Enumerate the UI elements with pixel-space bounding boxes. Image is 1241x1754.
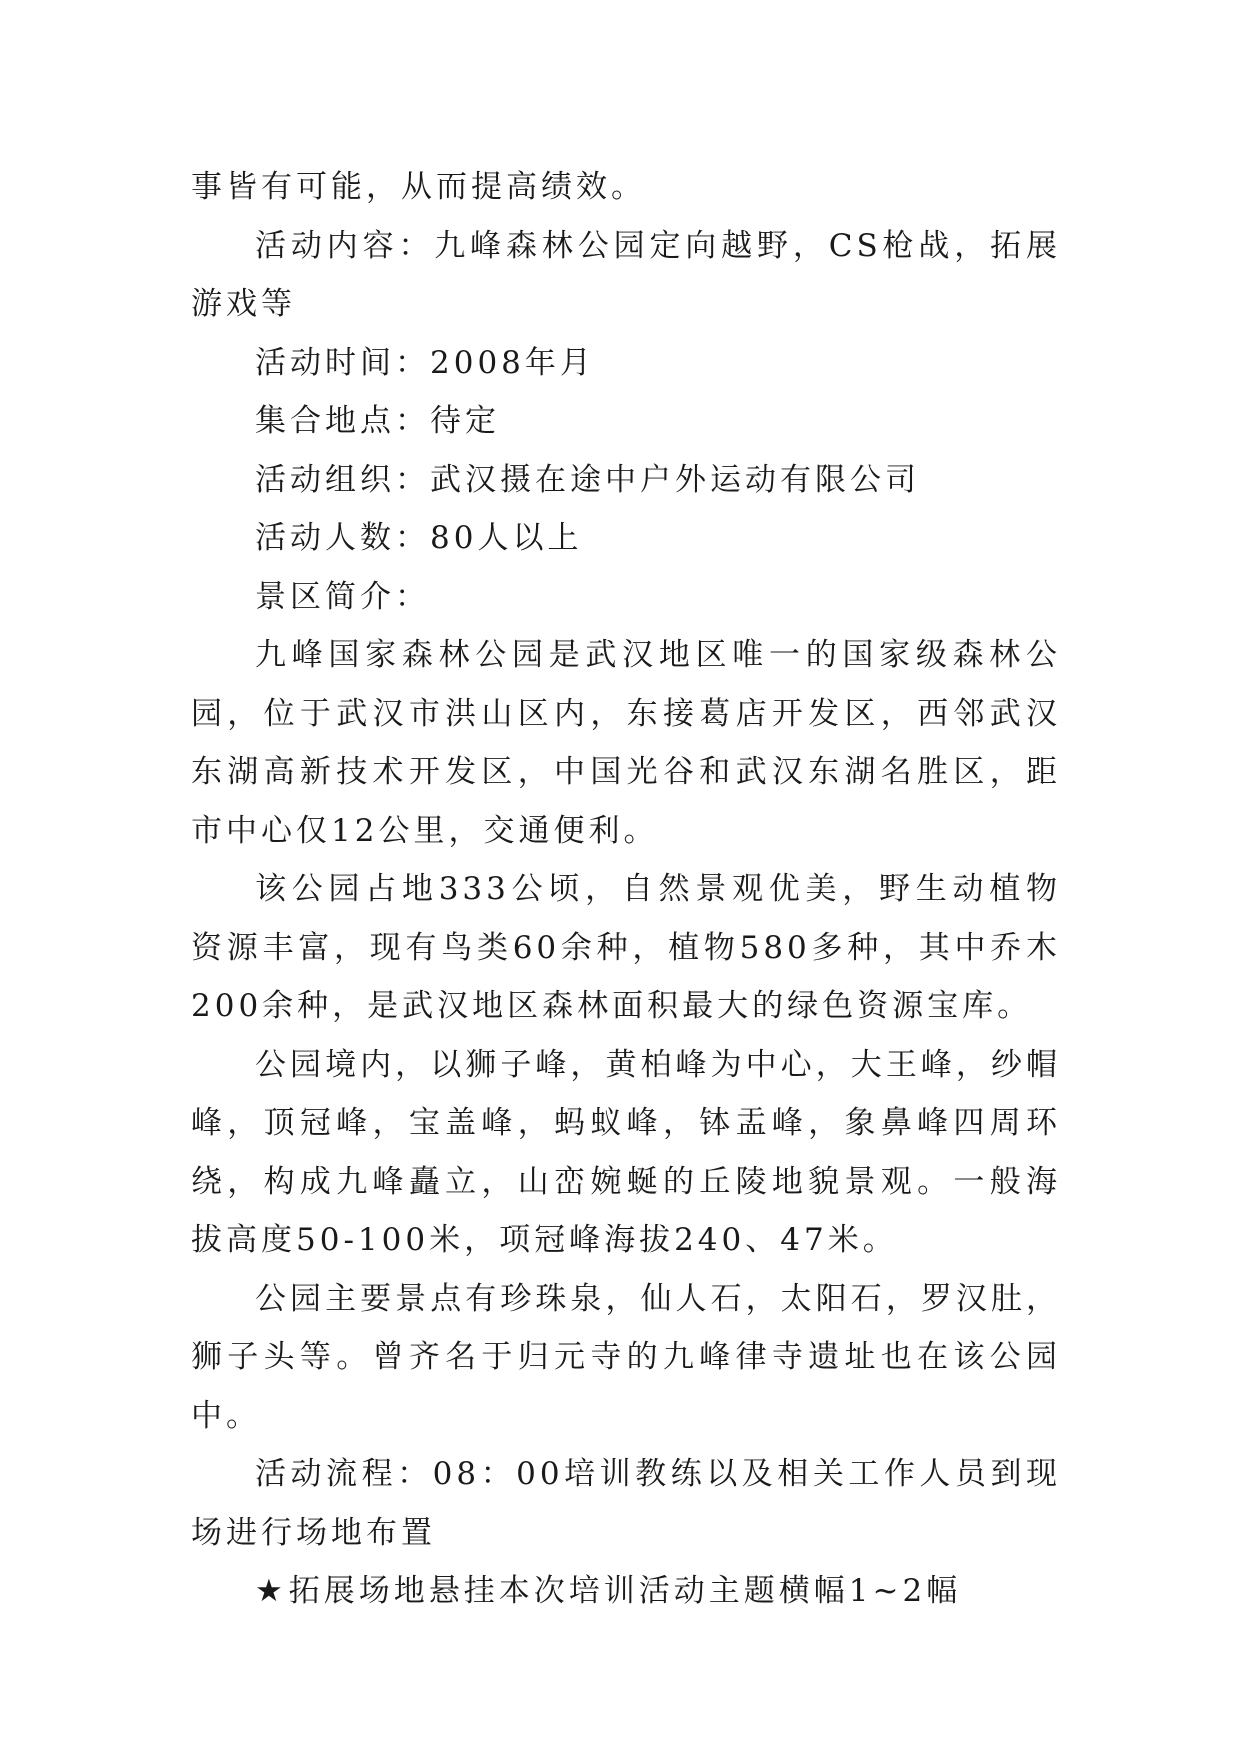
paragraph-activity-time: 活动时间：2008年月 [255,344,595,381]
paragraph-meeting-place: 集合地点：待定 [255,403,500,439]
paragraph-park-area: 该公园占地333公顷，自然景观优美，野生动植物资源丰富，现有鸟类60余种，植物580多种，其中乔木200余种，是武汉地区森林面积最大的绿色资源宝库。 [191,871,1061,1024]
paragraph-park-attractions: 公园主要景点有珍珠泉，仙人石，太阳石，罗汉肚，狮子头等。曾齐名于归元寺的九峰律寺遗址也在该公园中。 [191,1280,1061,1434]
paragraph-scenic-intro-heading: 景区简介： [255,578,430,615]
paragraph-participant-count: 活动人数：80人以上 [255,520,583,556]
paragraph-activity-schedule: 活动流程：08：00培训教练以及相关工作人员到现场进行场地布置 [191,1456,1061,1551]
bullet-item [191,1562,1061,1621]
paragraph-park-overview: 九峰国家森林公园是武汉地区唯一的国家级森林公园，位于武汉市洪山区内，东接葛店开发区，西邻武汉东湖高新技术开发区，中国光谷和武汉东湖名胜区，距市中心仅12公里，交通便利。 [191,637,1061,849]
bullet-text: 拓展场地悬挂本次培训活动主题横幅1~2幅 [288,1573,962,1609]
document-body [191,158,1061,1621]
star-icon: ★ [255,1573,287,1609]
paragraph-activity-content: 活动内容：九峰森林公园定向越野，CS枪战，拓展游戏等 [191,227,1061,322]
paragraph-activity-organizer: 活动组织：武汉摄在途中户外运动有限公司 [255,461,920,498]
paragraph-continuation: 事皆有可能，从而提高绩效。 [191,169,646,205]
paragraph-park-peaks: 公园境内，以狮子峰，黄柏峰为中心，大王峰，纱帽峰，顶冠峰，宝盖峰，蚂蚁峰，钵盂峰，象鼻峰四周环绕，构成九峰矗立，山峦婉蜒的丘陵地貌景观。一般海拔高度50-100米，项冠峰海拔240、47米。 [191,1046,1061,1258]
